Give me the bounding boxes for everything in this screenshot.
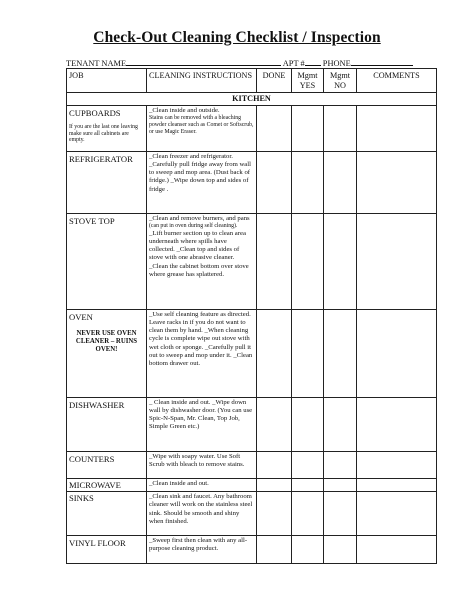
col-header-mgmt-no: Mgmt NO: [324, 69, 357, 93]
job-cell: [67, 309, 147, 397]
checklist-table: [66, 68, 437, 564]
mgmt-no-checkbox[interactable]: [324, 492, 357, 536]
job-cell: [67, 478, 147, 491]
table-row: [67, 478, 437, 491]
mgmt-no-checkbox[interactable]: [324, 151, 357, 213]
comments-field[interactable]: [357, 478, 437, 491]
instruction-note: Stains can be removed with a bleaching powder cleanser such as Comet or Softscrub, or use Magic Eraser.: [149, 115, 254, 135]
comments-field[interactable]: [357, 397, 437, 451]
col-header-job: JOB: [67, 69, 147, 93]
mgmt-yes-checkbox[interactable]: [292, 213, 324, 309]
instruction-text-continued: _Lift burner section up to clean area underneath where spills have collected. _Clean top and sides of stove with one abrasive cleaner. _Clean the cabinet bottom over stove where grease has splattered.: [149, 229, 249, 278]
job-cell: [67, 451, 147, 478]
mgmt-yes-checkbox[interactable]: [292, 309, 324, 397]
job-name: COUNTERS: [69, 453, 115, 464]
done-checkbox[interactable]: [257, 451, 292, 478]
job-name: STOVE TOP: [69, 215, 115, 226]
instructions-cell: [147, 105, 257, 151]
done-checkbox[interactable]: [257, 478, 292, 491]
col-header-comments: COMMENTS: [357, 69, 437, 93]
instructions-cell: [147, 309, 257, 397]
mgmt-yes-checkbox[interactable]: [292, 478, 324, 491]
job-name: REFRIGERATOR: [69, 153, 133, 164]
table-row: [67, 451, 437, 478]
table-row: [67, 151, 437, 213]
job-name: OVEN: [69, 311, 93, 322]
mgmt-no-checkbox[interactable]: [324, 213, 357, 309]
instruction-text: _Sweep first then clean with any all-purpose cleaning product.: [149, 537, 248, 553]
job-name: VINYL FLOOR: [69, 538, 126, 549]
mgmt-yes-checkbox[interactable]: [292, 151, 324, 213]
table-row: [67, 536, 437, 564]
comments-field[interactable]: [357, 213, 437, 309]
col-header-mgmt-yes: Mgmt YES: [292, 69, 324, 93]
instruction-text: _Clean inside and out.: [149, 479, 209, 487]
mgmt-yes-checkbox[interactable]: [292, 451, 324, 478]
done-checkbox[interactable]: [257, 536, 292, 564]
comments-field[interactable]: [357, 105, 437, 151]
table-row: [67, 492, 437, 536]
table-row: [67, 397, 437, 451]
job-cell: [67, 536, 147, 564]
job-cell: [67, 213, 147, 309]
section-row-kitchen: [67, 93, 437, 106]
mgmt-yes-checkbox[interactable]: [292, 105, 324, 151]
comments-field[interactable]: [357, 451, 437, 478]
instruction-text: _Wipe with soapy water. Use Soft Scrub with bleach to remove stains.: [149, 452, 245, 469]
table-row: [67, 213, 437, 309]
mgmt-yes-checkbox[interactable]: [292, 492, 324, 536]
instructions-cell: [147, 151, 257, 213]
done-checkbox[interactable]: [257, 309, 292, 397]
instructions-cell: [147, 536, 257, 564]
job-cell: [67, 151, 147, 213]
instruction-text: _Clean and remove burners, and pans: [149, 214, 250, 222]
job-name: SINKS: [69, 493, 94, 504]
mgmt-no-checkbox[interactable]: [324, 478, 357, 491]
mgmt-no-checkbox[interactable]: [324, 309, 357, 397]
tenant-name-field[interactable]: [126, 58, 281, 66]
job-name: CUPBOARDS: [69, 107, 121, 118]
tenant-name-label: TENANT NAME: [66, 59, 127, 68]
instructions-cell: [147, 397, 257, 451]
mgmt-yes-checkbox[interactable]: [292, 397, 324, 451]
table-row: [67, 105, 437, 151]
job-note: If you are the last one leaving make sure all cabinets are empty.: [69, 124, 138, 144]
job-warning: NEVER USE OVEN CLEANER – RUINS OVEN!: [75, 330, 138, 354]
job-name: DISHWASHER: [69, 399, 125, 410]
apt-field[interactable]: [305, 58, 321, 66]
col-header-done: DONE: [257, 69, 292, 93]
table-row: [67, 309, 437, 397]
comments-field[interactable]: [357, 492, 437, 536]
section-label: KITCHEN: [67, 93, 437, 106]
table-header-row: [67, 69, 437, 93]
apt-label: APT #: [282, 59, 305, 68]
mgmt-no-checkbox[interactable]: [324, 397, 357, 451]
instructions-cell: [147, 478, 257, 491]
mgmt-yes-checkbox[interactable]: [292, 536, 324, 564]
instruction-text: _Clean sink and faucet. Any bathroom cleaner will work on the stainless steel sink. Should be smooth and shiny when finished.: [149, 493, 253, 525]
job-name: MICROWAVE: [69, 479, 121, 490]
phone-field[interactable]: [351, 58, 413, 66]
job-cell: [67, 397, 147, 451]
instruction-text: _Clean freezer and refrigerator. _Carefully pull fridge away from wall to sweep and mop area. (Dust back of fridge.) _Wipe down top and sides of fridge .: [149, 152, 251, 193]
done-checkbox[interactable]: [257, 213, 292, 309]
comments-field[interactable]: [357, 309, 437, 397]
done-checkbox[interactable]: [257, 151, 292, 213]
instruction-text: _Use self cleaning feature as directed. Leave racks in if you do not want to clean them by hand. _When cleaning cycle is complete wipe out stove with wet cloth or sponge. _Carefully pull it out to sweep and mop under it. _Clean bottom drawer out.: [149, 310, 253, 367]
col-header-cleaning: CLEANING INSTRUCTIONS: [147, 69, 257, 93]
comments-field[interactable]: [357, 536, 437, 564]
tenant-info-line: [66, 58, 416, 68]
done-checkbox[interactable]: [257, 105, 292, 151]
job-cell: [67, 492, 147, 536]
instruction-note: (can put in oven during self cleaning).: [149, 223, 238, 230]
job-cell: [67, 105, 147, 151]
mgmt-no-checkbox[interactable]: [324, 105, 357, 151]
instruction-text: _Clean inside and outside.: [149, 106, 220, 114]
phone-label: PHONE: [322, 59, 351, 68]
instructions-cell: [147, 492, 257, 536]
done-checkbox[interactable]: [257, 492, 292, 536]
mgmt-no-checkbox[interactable]: [324, 451, 357, 478]
instructions-cell: [147, 213, 257, 309]
instructions-cell: [147, 451, 257, 478]
instruction-text: _ Clean inside and out. _Wipe down wall by dishwasher door. (You can use Spic-N-Span, Mr. Clean, Top Job, Simple Green etc.): [149, 398, 253, 431]
mgmt-no-checkbox[interactable]: [324, 536, 357, 564]
page-title: Check-Out Cleaning Checklist / Inspection: [93, 29, 381, 46]
comments-field[interactable]: [357, 151, 437, 213]
done-checkbox[interactable]: [257, 397, 292, 451]
